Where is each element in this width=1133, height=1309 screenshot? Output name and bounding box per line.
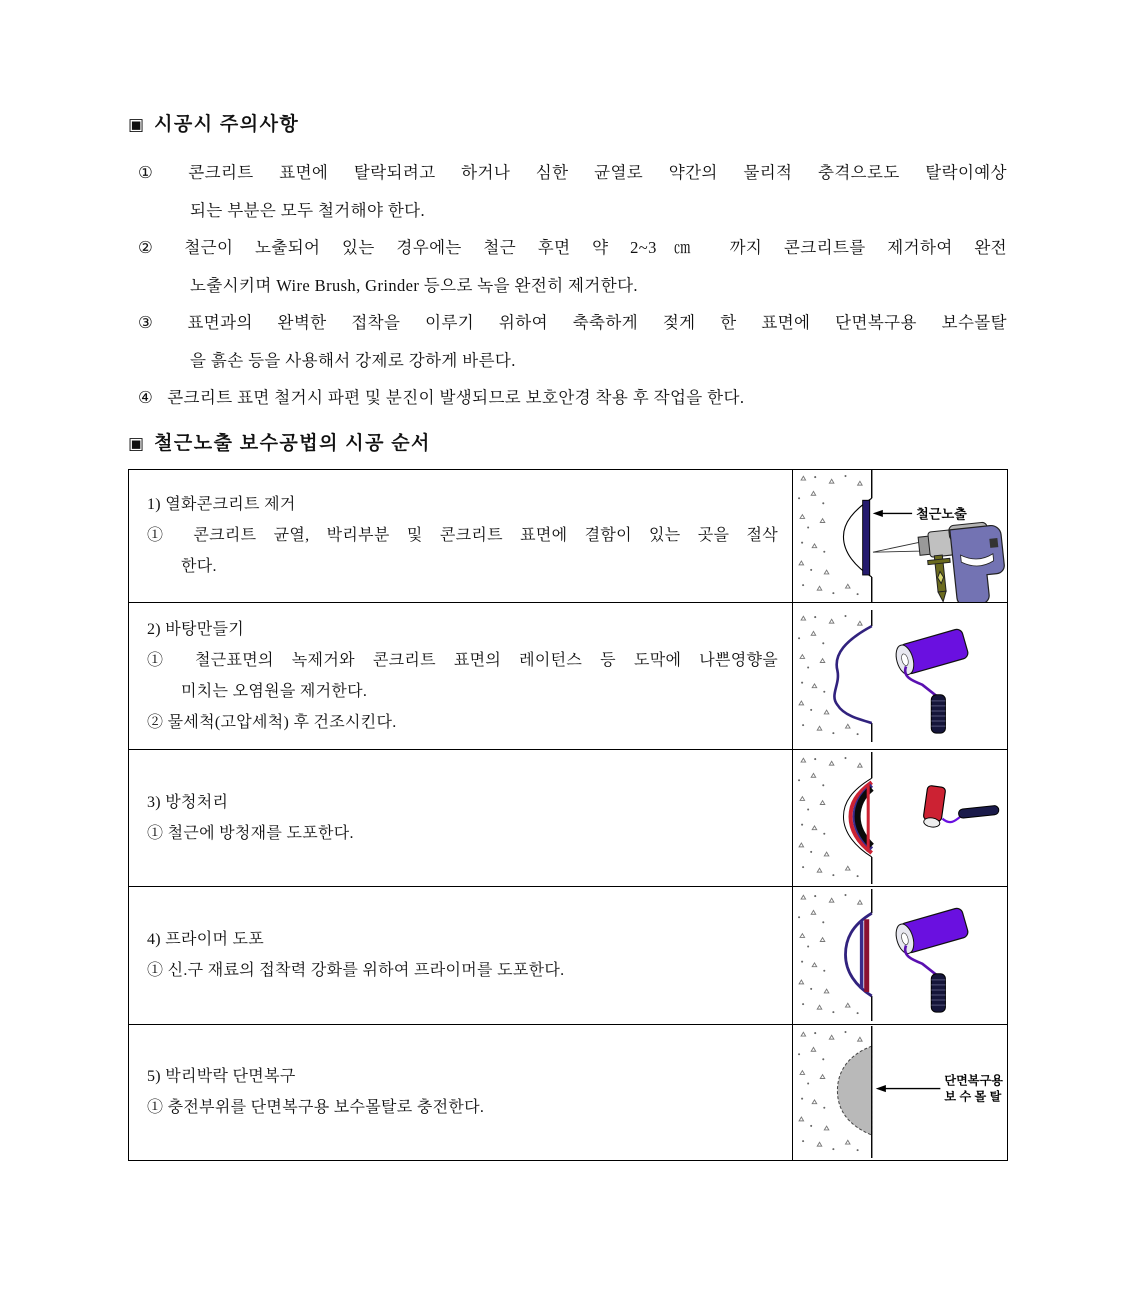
drill-side-handle bbox=[927, 554, 954, 602]
figure-rust-proofing bbox=[793, 752, 1007, 884]
figure-surface-preparation bbox=[793, 610, 1007, 742]
step3-text-cell bbox=[129, 749, 793, 886]
rebar-label: 철근노출 bbox=[916, 505, 967, 521]
step3-figure-cell bbox=[793, 749, 1008, 886]
step1-title: 1) 열화콘크리트 제거 bbox=[147, 496, 296, 514]
precaution-item-2-line-2: 노출시키며 Wire Brush, Grinder 등으로 녹을 완전히 제거한다. bbox=[190, 275, 638, 295]
table-row bbox=[129, 602, 1008, 749]
mortar-label-line1: 단면복구용 bbox=[944, 1073, 1003, 1088]
step1-figure-cell bbox=[793, 469, 1008, 602]
table-row bbox=[129, 1024, 1008, 1160]
step2-figure-cell bbox=[793, 602, 1008, 749]
step2-line-3: ② 물세척(고압세척) 후 건조시킨다. bbox=[147, 713, 397, 731]
procedure-table bbox=[128, 469, 1008, 1161]
precaution-item-2-line-1: ② 철근이 노출되어 있는 경우에는 철근 후면 약 2~3㎝ 까지 콘크리트를 제거하여 완전 bbox=[138, 238, 1007, 257]
mortar-arrow-icon bbox=[876, 1085, 941, 1092]
step5-text-cell bbox=[129, 1024, 793, 1160]
precaution-item-4-line-1: ④ 콘크리트 표면 철거시 파편 및 분진이 발생되므로 보호안경 착용 후 작업을 한다. bbox=[138, 388, 745, 407]
circled-number: ④ bbox=[138, 388, 154, 407]
exposed-rebar bbox=[863, 500, 870, 575]
precaution-item-3-line-2: 을 흙손 등을 사용해서 강제로 강하게 바른다. bbox=[190, 350, 516, 370]
figure-primer-coating bbox=[793, 889, 1007, 1021]
step4-title: 4) 프라이머 도포 bbox=[147, 931, 265, 949]
circled-number: ① bbox=[138, 163, 175, 182]
table-row bbox=[129, 749, 1008, 886]
square-bullet-icon: ▣ bbox=[128, 433, 145, 453]
step5-figure-cell bbox=[793, 1024, 1008, 1160]
precaution-item-3-line-1: ③ 표면과의 완벽한 접착을 이루기 위하여 축축하게 젖게 한 표면에 단면복구용 보수몰탈 bbox=[138, 313, 1007, 332]
step5-line-1: ① 충전부위를 단면복구용 보수몰탈로 충전한다. bbox=[147, 1099, 485, 1117]
step1-text-cell bbox=[129, 469, 793, 602]
figure-mortar-filling bbox=[793, 1026, 1007, 1158]
precaution-item-1-line-1: ① 콘크리트 표면에 탈락되려고 하거나 심한 균열로 약간의 물리적 충격으로도 탈락이예상 bbox=[138, 163, 1007, 182]
section2-title-text: 철근노출 보수공법의 시공 순서 bbox=[154, 432, 431, 454]
step2-line-1: ① 철근표면의 녹제거와 콘크리트 표면의 레이턴스 등 도막에 나쁜영향을 bbox=[147, 651, 778, 669]
square-bullet-icon: ▣ bbox=[128, 115, 145, 134]
red-roller-icon bbox=[922, 785, 999, 828]
step4-line-1: ① 신.구 재료의 접착력 강화를 위하여 프라이머를 도포한다. bbox=[147, 962, 565, 980]
step2-text-cell bbox=[129, 602, 793, 749]
step5-title: 5) 박리박락 단면복구 bbox=[147, 1068, 296, 1086]
mortar-label-line2: 보 수 몰 탈 bbox=[944, 1089, 1002, 1104]
figure-exposed-rebar-drill bbox=[793, 470, 1007, 602]
table-row bbox=[129, 469, 1008, 602]
step4-figure-cell bbox=[793, 886, 1008, 1024]
circled-number: ② bbox=[138, 238, 171, 257]
section1-title-text: 시공시 주의사항 bbox=[154, 114, 300, 135]
mortar-fill bbox=[837, 1046, 871, 1135]
precaution-list bbox=[128, 154, 1007, 417]
section2-title bbox=[128, 431, 1007, 457]
step2-line-2: 미치는 오염원을 제거한다. bbox=[181, 682, 368, 700]
step1-line-1: ① 콘크리트 균열, 박리부분 및 콘크리트 표면에 결함이 있는 곳을 절삭 bbox=[147, 527, 778, 545]
step1-line-2: 한다. bbox=[181, 558, 217, 576]
step3-line-1: ① 철근에 방청재를 도포한다. bbox=[147, 824, 354, 842]
cavity-outline bbox=[834, 626, 871, 723]
step2-title: 2) 바탕만들기 bbox=[147, 620, 245, 638]
circled-number: ③ bbox=[138, 313, 174, 332]
rebar-arrow-icon bbox=[873, 509, 912, 516]
table-row bbox=[129, 886, 1008, 1024]
hammer-drill-icon bbox=[871, 520, 1007, 602]
section1-title bbox=[128, 112, 1007, 138]
step4-text-cell bbox=[129, 886, 793, 1024]
precaution-item-1-line-2: 되는 부분은 모두 철거해야 한다. bbox=[190, 200, 426, 220]
step3-title: 3) 방청처리 bbox=[147, 793, 229, 811]
